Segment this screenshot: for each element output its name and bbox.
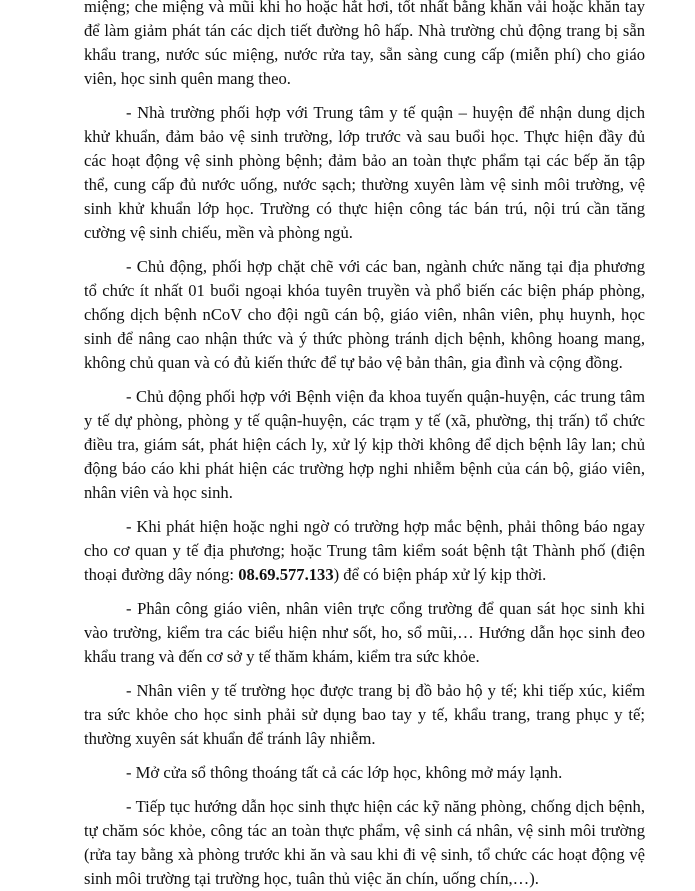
paragraph-hotline	[84, 515, 645, 587]
paragraph-disinfection: - Nhà trường phối hợp với Trung tâm y tế quận – huyện để nhận dung dịch khử khuẩn, đảm bảo vệ sinh trường, lớp trước và sau buổi học. Thực hiện đầy đủ các hoạt động vệ sinh phòng bệnh; đảm bảo an toàn thực phẩm tại các bếp ăn tập thể, cung cấp đủ nước uống, nước sạch; thường xuyên làm vệ sinh môi trường, vệ sinh khử khuẩn lớp học. Trường có thực hiện công tác bán trú, nội trú cần tăng cường vệ sinh chiếu, mền và phòng ngủ.	[84, 103, 645, 242]
paragraph-ventilation: - Mở cửa sổ thông thoáng tất cả các lớp học, không mở máy lạnh.	[126, 763, 563, 782]
paragraph-continuation: miệng; che miệng và mũi khi ho hoặc hắt hơi, tốt nhất bằng khăn vải hoặc khăn tay để làm giảm phát tán các dịch tiết đường hô hấp. Nhà trường chủ động trang bị sẵn khẩu trang, nước súc miệng, nước rửa tay, sẵn sàng cung cấp (miễn phí) cho giáo viên, học sinh quên mang theo.	[84, 0, 645, 88]
hotline-text-after: ) để có biện pháp xử lý kịp thời.	[333, 565, 547, 584]
hotline-phone-number: 08.69.577.133	[238, 565, 334, 584]
paragraph-awareness-campaign: - Chủ động, phối hợp chặt chẽ với các ban, ngành chức năng tại địa phương tổ chức ít nhất 01 buổi ngoại khóa tuyên truyền và phổ biến các biện pháp phòng, chống dịch bệnh nCoV cho đội ngũ cán bộ, giáo viên, nhân viên, phụ huynh, học sinh để nâng cao nhận thức và ý thức phòng tránh dịch bệnh, không hoang mang, không chủ quan và có đủ kiến thức để tự bảo vệ bản thân, gia đình và cộng đồng.	[84, 257, 645, 372]
paragraph-gate-monitoring: - Phân công giáo viên, nhân viên trực cổng trường để quan sát học sinh khi vào trường, kiểm tra các biểu hiện như sốt, ho, sổ mũi,… Hướng dẫn học sinh đeo khẩu trang và đến cơ sở y tế thăm khám, kiểm tra sức khỏe.	[84, 599, 645, 666]
paragraph-medical-staff: - Nhân viên y tế trường học được trang bị đồ bảo hộ y tế; khi tiếp xúc, kiểm tra sức khỏe cho học sinh phải sử dụng bao tay y tế, khẩu trang, trang phục y tế; thường xuyên sát khuẩn để tránh lây nhiễm.	[84, 681, 645, 748]
paragraph-student-guidance: - Tiếp tục hướng dẫn học sinh thực hiện các kỹ năng phòng, chống dịch bệnh, tự chăm sóc khỏe, công tác an toàn thực phẩm, vệ sinh cá nhân, vệ sinh môi trường (rửa tay bằng xà phòng trước khi ăn và sau khi đi vệ sinh, tổ chức các hoạt động vệ sinh môi trường tại trường học, tuân thủ việc ăn chín, uống chín,…).	[84, 797, 645, 888]
hotline-text-before: - Khi phát hiện hoặc nghi ngờ có trường hợp mắc bệnh, phải thông báo ngay cho cơ quan y tế địa phương; hoặc Trung tâm kiểm soát bệnh tật Thành phố (điện thoại đường dây nóng:	[84, 517, 645, 584]
paragraph-hospital-coordination: - Chủ động phối hợp với Bệnh viện đa khoa tuyến quận-huyện, các trung tâm y tế dự phòng, phòng y tế quận-huyện, các trạm y tế (xã, phường, thị trấn) tổ chức điều tra, giám sát, phát hiện cách ly, xử lý kịp thời không để dịch bệnh lây lan; chủ động báo cáo khi phát hiện các trường hợp nghi nhiễm bệnh của cán bộ, giáo viên, nhân viên và học sinh.	[84, 387, 645, 502]
